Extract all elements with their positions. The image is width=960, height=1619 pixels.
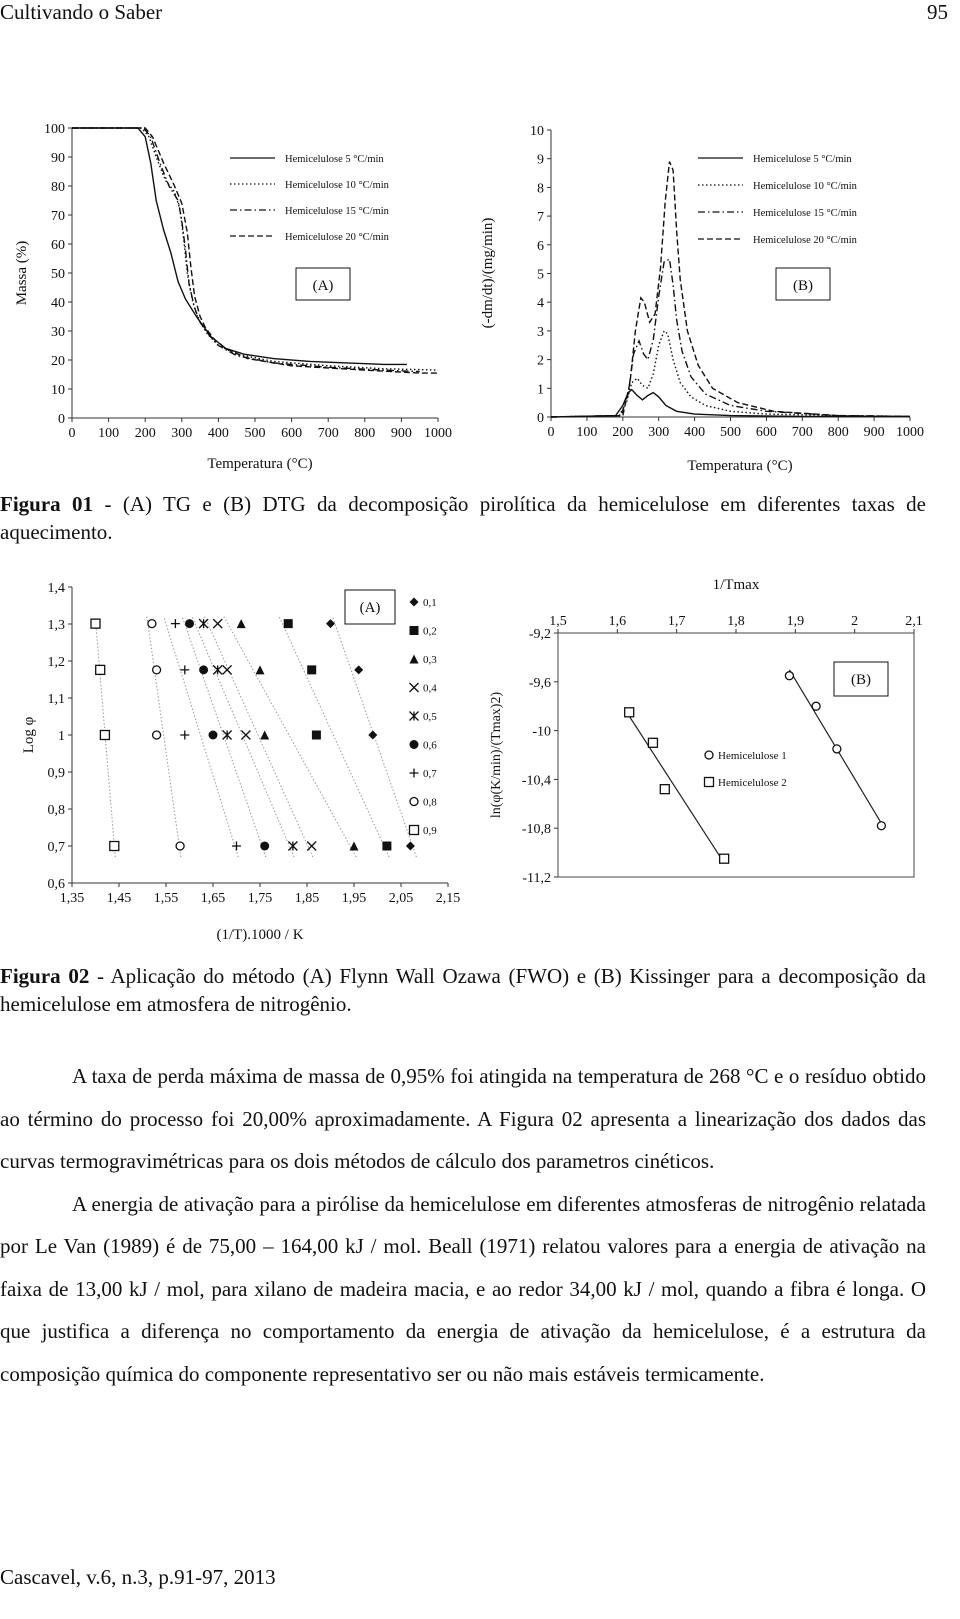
series-line [551,259,910,417]
y-axis-title: (-dm/dt)/(mg/min) [480,217,496,329]
y-tick-label: 50 [51,267,65,282]
series-line [551,331,910,417]
legend-entry: 0,8 [423,796,437,809]
y-tick-label: -10 [532,724,551,740]
data-point-open-circle [176,842,184,850]
data-point-x [241,731,250,740]
data-point-open-square [91,619,100,628]
x-tick-label: 1,9 [786,614,805,629]
data-point-x [410,683,419,692]
y-tick-label: 10 [51,383,65,398]
x-axis-title: Temperatura (°C) [687,458,793,474]
data-point-triangle [350,842,359,851]
y-tick-label: 0,8 [47,803,65,818]
figure1-dtg-chart [478,100,938,490]
data-point-plus [180,731,189,740]
data-point-x [213,619,222,628]
y-tick-label: -10,4 [521,773,551,789]
data-point-diamond [368,731,377,740]
y-tick-label: 20 [51,354,65,369]
legend-entry: Hemicelulose 5 °C/min [753,154,852,165]
trend-line [205,617,313,858]
y-tick-label: 0,6 [47,877,65,892]
body-text [0,1055,926,1395]
x-tick-label: 1,7 [667,614,686,629]
data-point-open-circle [785,672,793,680]
data-point-open-square [705,778,714,787]
data-point-open-square [720,854,729,863]
x-tick-label: 0 [547,425,555,440]
data-point-open-square [410,826,419,835]
y-tick-label: 1,2 [47,655,65,670]
trend-line [192,617,294,858]
trend-line [182,617,266,858]
legend-entry: Hemicelulose 10 °C/min [285,180,389,191]
y-tick-label: 60 [51,238,65,253]
x-tick-label: 1,65 [200,891,226,906]
y-tick-label: 9 [537,152,544,168]
x-tick-label: 700 [317,426,339,441]
series-line [551,162,910,417]
y-tick-label: 8 [537,181,544,197]
figure2-caption-label: Figura 02 [0,964,90,988]
data-point-diamond [354,665,363,674]
x-tick-label: 1,95 [341,891,367,906]
data-point-x [223,665,232,674]
data-point-open-circle [148,620,156,628]
x-tick-label: 1,45 [106,891,132,906]
data-point-open-square [110,842,119,851]
data-point-square [382,842,391,851]
y-tick-label: 100 [44,122,65,137]
legend-entry: Hemicelulose 20 °C/min [753,235,857,246]
figure1-caption-text: - (A) TG e (B) DTG da decomposição pirolítica da hemicelulose em diferentes taxas de aquecimento. [0,492,926,544]
x-axis-title: Temperatura (°C) [207,456,313,472]
y-tick-label: 4 [537,296,544,312]
data-point-x [307,842,316,851]
y-tick-label: 10 [530,124,544,139]
legend-entry: 0,7 [423,768,437,780]
x-tick-label: 2,1 [905,614,923,629]
y-tick-label: -11,2 [522,871,551,886]
figure1-caption [0,490,926,546]
legend-entry: Hemicelulose 20 °C/min [285,232,389,243]
data-point-triangle [410,655,419,664]
x-tick-label: 1000 [896,425,924,440]
x-tick-label: 400 [684,425,706,440]
panel-label: (A) [312,278,334,294]
x-tick-label: 800 [827,425,849,440]
data-point-open-circle [833,745,841,753]
data-point-asterisk [410,712,419,721]
legend-entry: Hemicelulose 15 °C/min [753,208,857,219]
data-point-open-circle [705,751,713,759]
legend-entry: Hemicelulose 10 °C/min [753,181,857,192]
x-tick-label: 600 [755,425,777,440]
data-point-plus [410,769,419,778]
figure2-caption [0,962,926,1018]
y-tick-label: 2 [537,353,544,369]
y-tick-label: 1,1 [47,692,65,707]
y-tick-label: 90 [51,151,65,166]
legend-entry: 0,5 [423,711,437,723]
y-axis-title: Massa (%) [14,240,30,306]
x-tick-label: 100 [576,425,598,440]
paragraph-1: A taxa de perda máxima de massa de 0,95% foi atingida na temperatura de 268 °C e o resíduo obtido ao término do processo foi 20,00% aproximadamente. A Figura 02 apresenta a linearização dos dados das curvas termogravimétricas para os dois métodos de cálculo dos parametros cinéticos. [0,1064,926,1173]
data-point-square [410,626,419,635]
data-point-open-circle [877,822,885,830]
figure2-caption-text: - Aplicação do método (A) Flynn Wall Ozawa (FWO) e (B) Kissinger para a decomposição da hemicelulose em atmosfera de nitrogênio. [0,964,926,1016]
y-tick-label: 80 [51,180,65,195]
y-tick-label: 7 [537,210,544,226]
x-tick-label: 900 [390,426,412,441]
x-tick-label: 500 [720,425,741,440]
legend-entry: 0,3 [423,654,437,666]
y-tick-label: 40 [51,296,65,311]
y-tick-label: 0,9 [47,766,65,781]
data-point-triangle [260,731,269,740]
x-tick-label: 1,75 [247,891,273,906]
data-point-square [312,731,321,740]
running-header-journal: Cultivando o Saber [0,0,163,24]
y-tick-label: -9,2 [528,627,551,642]
y-tick-label: 1,4 [47,581,65,596]
y-tick-label: 5 [537,267,544,283]
legend-entry: 0,6 [423,739,437,752]
y-axis-title: ln(φ(K/min)/(Tmax)2) [489,691,504,819]
data-point-square [284,619,293,628]
legend-entry: Hemicelulose 1 [718,750,787,762]
legend-entry: Hemicelulose 5 °C/min [285,154,384,165]
y-tick-label: -9,6 [528,675,551,691]
footer-citation: Cascavel, v.6, n.3, p.91-97, 2013 [0,1565,276,1589]
y-tick-label: 0 [537,411,544,426]
x-tick-label: 300 [171,426,193,441]
data-point-triangle [256,665,265,674]
x-tick-label: 800 [354,426,376,441]
series-line [551,390,910,417]
data-point-open-square [660,785,669,794]
x-tick-label: 1,8 [727,614,745,629]
data-point-open-circle [153,666,161,674]
legend-entry: Hemicelulose 15 °C/min [285,206,389,217]
data-point-filled-circle [199,665,208,674]
figure1-tg-chart [0,100,470,490]
x-tick-label: 500 [244,426,266,441]
y-tick-label: 3 [537,324,544,340]
y-tick-label: 1,3 [47,618,65,633]
x-tick-label: 0 [68,426,76,441]
x-tick-label: 200 [134,426,156,441]
y-axis-title: Log φ [21,716,37,754]
data-point-diamond [410,598,419,607]
x-tick-label: 1,85 [294,891,320,906]
data-point-diamond [326,619,335,628]
data-point-open-circle [812,702,820,710]
legend-entry: 0,1 [423,597,437,609]
x-axis-title: 1/Tmax [712,577,760,593]
x-tick-label: 300 [648,425,670,440]
x-axis-title: (1/T).1000 / K [216,927,304,943]
data-point-filled-circle [410,740,419,749]
data-point-filled-circle [260,842,269,851]
legend-entry: 0,2 [423,625,437,638]
legend-entry: 0,4 [423,682,437,695]
data-point-asterisk [199,619,208,628]
y-tick-label: 0,7 [47,840,65,855]
x-tick-label: 600 [281,426,303,441]
data-point-open-square [648,738,657,747]
data-point-plus [171,619,180,628]
x-tick-label: 1,6 [608,614,627,629]
y-tick-label: 70 [51,209,65,224]
y-tick-label: 6 [537,238,544,254]
x-tick-label: 400 [207,426,229,441]
data-point-open-circle [153,731,161,739]
data-point-open-circle [410,798,418,806]
legend-entry: 0,9 [423,825,437,837]
data-point-open-square [100,731,109,740]
x-tick-label: 700 [791,425,813,440]
data-point-filled-circle [185,619,194,628]
y-tick-label: -10,8 [521,822,551,838]
figure2-fwo-chart [0,565,470,955]
x-tick-label: 2,05 [388,891,414,906]
data-point-asterisk [223,731,232,740]
data-point-triangle [237,619,246,628]
x-tick-label: 1,55 [153,891,179,906]
x-tick-label: 200 [612,425,634,440]
trend-line [147,617,181,858]
figure1-caption-label: Figura 01 [0,492,94,516]
panel-label: (B) [793,278,813,294]
y-tick-label: 0 [58,412,65,427]
x-tick-label: 1,5 [549,614,567,629]
x-tick-label: 2 [851,614,859,629]
trend-line [629,716,724,863]
page-number: 95 [927,0,948,24]
figure2-kissinger-chart [478,565,938,895]
legend-entry: Hemicelulose 2 [718,777,787,789]
paragraph-2: A energia de ativação para a pirólise da hemicelulose em diferentes atmosferas de nitrogênio relatada por Le Van (1989) é de 75,00 – 164,00 kJ / mol. Beall (1971) relatou valores para a energia de ativação na faixa de 13,00 kJ / mol, para xilano de madeira macia, e ao redor 34,00 kJ / mol, quando a fibra é longa. O que justifica a diferença no comportamento da energia de ativação da hemicelulose, é a estrutura da composição química do componente representativo ser ou não mais estáveis termicamente. [0,1191,926,1386]
x-tick-label: 1000 [424,426,452,441]
panel-label: (A) [359,600,381,616]
data-point-square [307,665,316,674]
data-point-filled-circle [209,731,218,740]
y-tick-label: 1 [58,729,65,744]
y-tick-label: 30 [51,325,65,340]
x-tick-label: 900 [863,425,885,440]
x-tick-label: 100 [98,426,120,441]
x-tick-label: 1,35 [59,891,85,906]
x-tick-label: 2,15 [435,891,461,906]
y-tick-label: 1 [537,382,544,398]
data-point-open-square [96,665,105,674]
data-point-open-square [625,708,634,717]
panel-label: (B) [851,672,871,688]
